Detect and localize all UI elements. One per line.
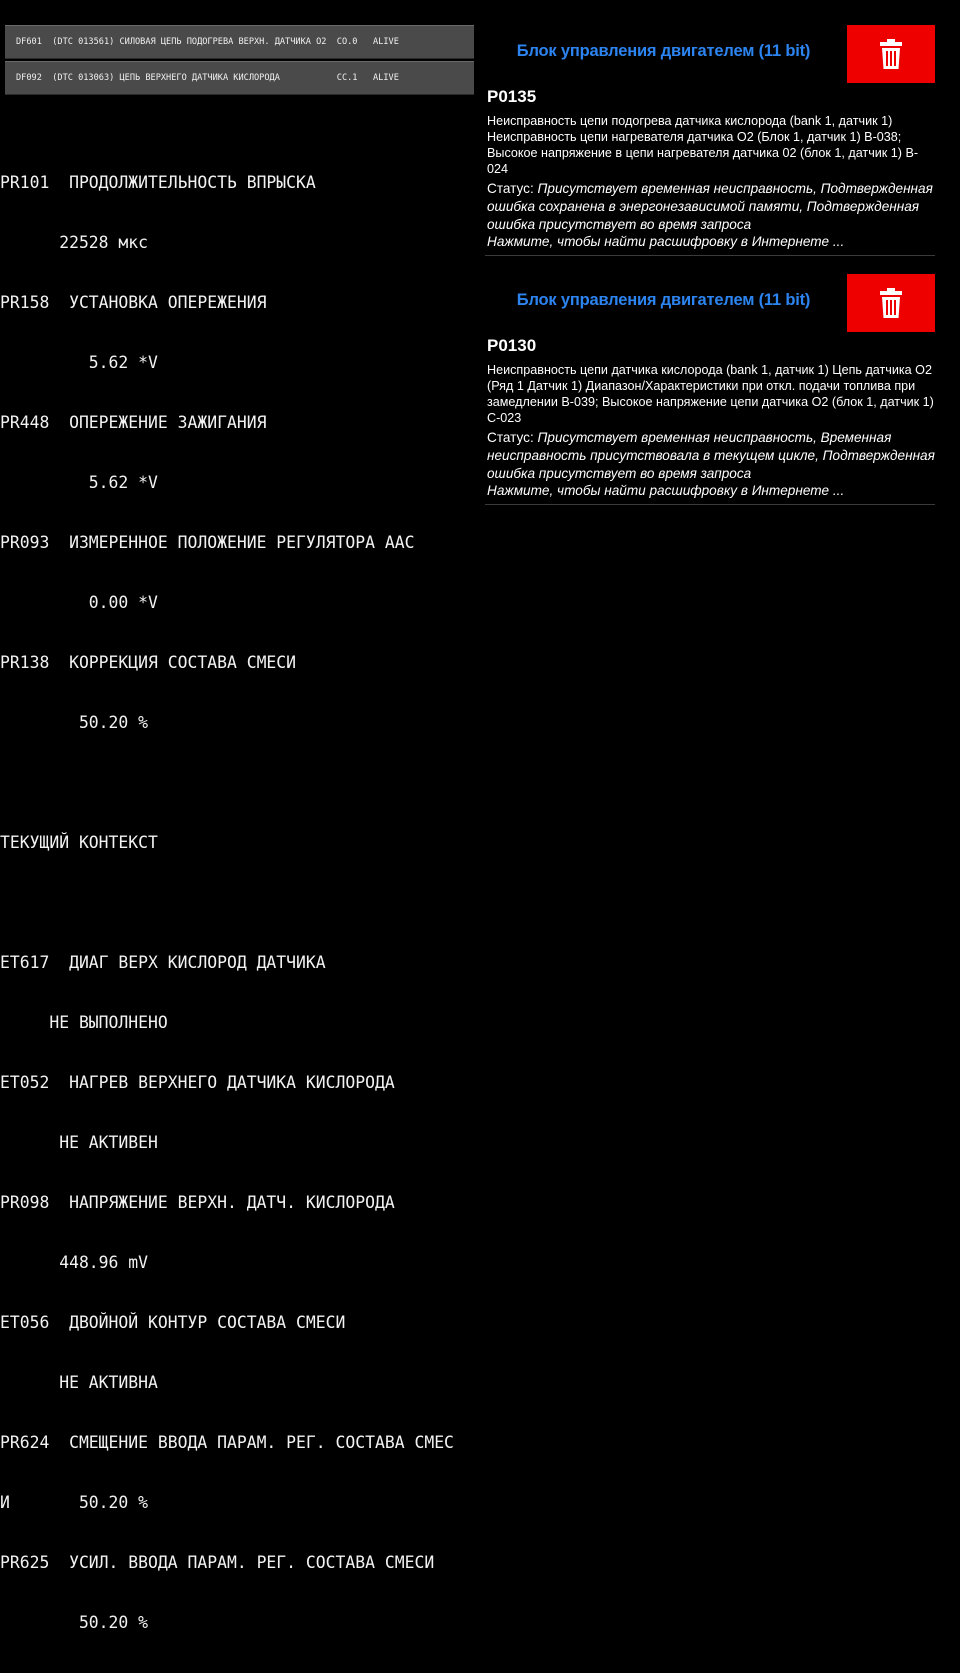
blank-line [0,893,478,913]
status-label: Статус: [487,181,538,196]
dtc-list-item[interactable]: DF601 (DTC 013561) СИЛОВАЯ ЦЕПЬ ПОДОГРЕВА ВЕРХН. ДАТЧИКА O2 CO.0 ALIVE [5,25,474,59]
trash-icon [880,288,902,318]
param-value: 448.96 mV [0,1253,149,1272]
param-line: PR624 СМЕЩЕНИЕ ВВОДА ПАРАМ. РЕГ. СОСТАВА СМЕС [0,1433,454,1452]
param-value: 22528 мкс [0,233,149,252]
dtc-status [487,429,937,483]
param-value: НЕ ВЫПОЛНЕНО [0,1013,168,1032]
param-line: PR101 ПРОДОЛЖИТЕЛЬНОСТЬ ВПРЫСКА [0,173,316,192]
param-line: PR158 УСТАНОВКА ОПЕРЕЖЕНИЯ [0,293,267,312]
status-value: Присутствует временная неисправность, Временная неисправность присутствовала в текущем цикле, Подтвержденная ошибка присутствует во время запроса [487,430,935,481]
status-label: Статус: [487,430,538,445]
param-value: 0.00 *V [0,593,158,612]
ecu-title: Блок управления двигателем (11 bit) [516,291,811,309]
fault-card [480,274,960,498]
param-line: ET617 ДИАГ ВЕРХ КИСЛОРОД ДАТЧИКА [0,953,326,972]
dtc-description: Неисправность цепи датчика кислорода (bank 1, датчик 1) Цепь датчика O2 (Ряд 1 Датчик 1) Диапазон/Характеристики при откл. подачи топлива при замедлении B-039; Высокое напряжение цепи датчика O2 (блок 1, датчик 1) C-023 [487,363,934,425]
dtc-list-item[interactable]: DF092 (DTC 013063) ЦЕПЬ ВЕРХНЕГО ДАТЧИКА КИСЛОРОДА CC.1 ALIVE [5,61,474,95]
dtc-status [487,180,937,234]
dtc-code: P0135 [487,87,537,106]
dtc-description: Неисправность цепи подогрева датчика кислорода (bank 1, датчик 1) Неисправность цепи нагревателя датчика O2 (Блок 1, датчик 1) B-038; Высокое напряжение в цепи нагревателя датчика 02 (блок 1, датчик 1) B-024 [487,114,919,176]
delete-button[interactable] [847,274,935,332]
trash-icon [880,39,902,69]
param-line: PR138 КОРРЕКЦИЯ СОСТАВА СМЕСИ [0,653,297,672]
param-value: НЕ АКТИВНА [0,1373,158,1392]
live-data-panel [0,0,478,1632]
param-line: PR093 ИЗМЕРЕННОЕ ПОЛОЖЕНИЕ РЕГУЛЯТОРА ААС [0,533,415,552]
param-value: 50.20 % [0,1613,149,1632]
param-line: PR625 УСИЛ. ВВОДА ПАРАМ. РЕГ. СОСТАВА СМЕСИ [0,1553,435,1572]
section-heading: ТЕКУЩИЙ КОНТЕКСТ [0,833,158,852]
status-value: Присутствует временная неисправность, Подтвержденная ошибка сохранена в энергонезависимой памяти, Подтвержденная ошибка присутствует во время запроса [487,181,933,232]
fault-codes-panel [480,0,960,640]
param-value: И 50.20 % [0,1493,149,1512]
divider [485,255,935,256]
fault-card-header [480,25,960,83]
dtc-code: P0130 [487,336,537,355]
search-online-link[interactable]: Нажмите, чтобы найти расшифровку в Интернете ... [487,483,845,498]
ecu-title: Блок управления двигателем (11 bit) [516,42,811,60]
param-value: 5.62 *V [0,353,158,372]
param-value: 5.62 *V [0,473,158,492]
blank-line [0,773,478,793]
divider [485,504,935,505]
param-value: 50.20 % [0,713,149,732]
fault-card [480,25,960,249]
param-line: PR098 НАПРЯЖЕНИЕ ВЕРХН. ДАТЧ. КИСЛОРОДА [0,1193,395,1212]
fault-card-header [480,274,960,332]
param-line: ET056 ДВОЙНОЙ КОНТУР СОСТАВА СМЕСИ [0,1313,346,1332]
param-line: ET052 НАГРЕВ ВЕРХНЕГО ДАТЧИКА КИСЛОРОДА [0,1073,395,1092]
delete-button[interactable] [847,25,935,83]
param-line: PR448 ОПЕРЕЖЕНИЕ ЗАЖИГАНИЯ [0,413,267,432]
parameters-readout [0,133,478,1673]
search-online-link[interactable]: Нажмите, чтобы найти расшифровку в Интернете ... [487,234,845,249]
param-value: НЕ АКТИВЕН [0,1133,158,1152]
